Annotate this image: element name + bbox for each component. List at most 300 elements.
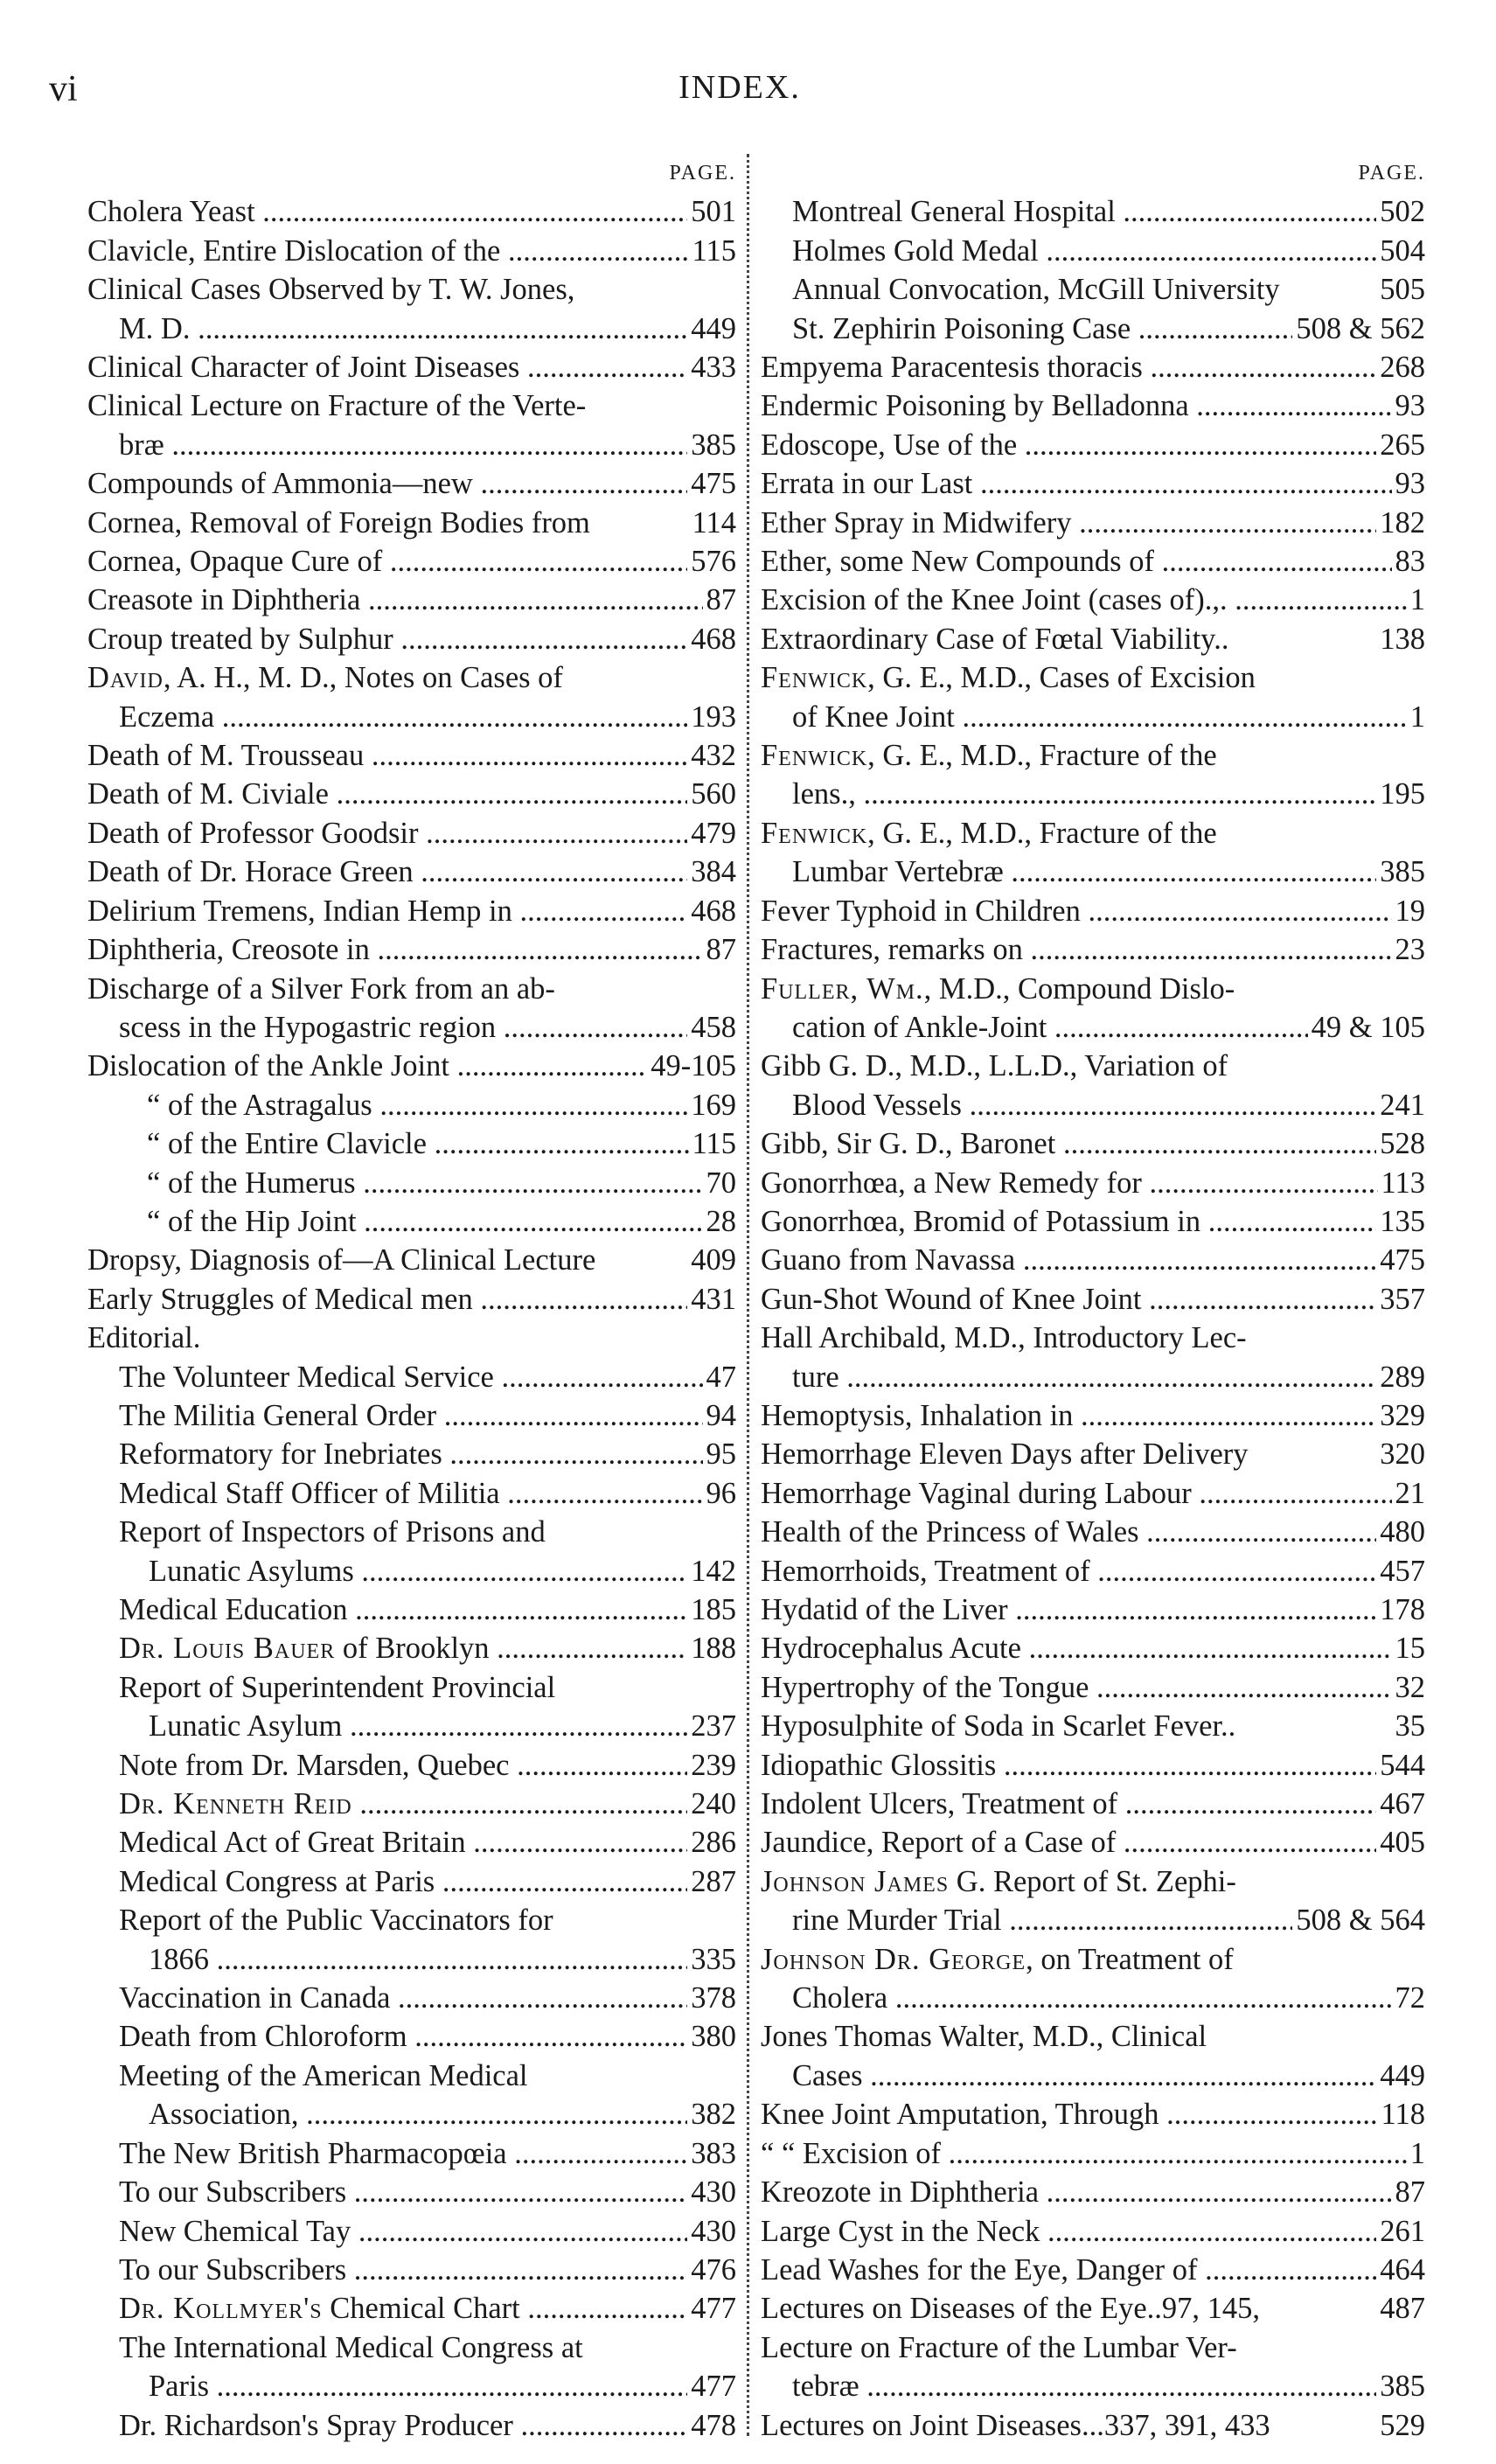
index-entry-text: Report of the Public Vaccinators for <box>119 1904 553 1938</box>
index-entry <box>761 581 1425 619</box>
index-entry <box>87 1164 736 1202</box>
index-entry-title: Association, ..... <box>149 2095 687 2133</box>
index-entry <box>87 1940 736 1979</box>
index-entry-page: 477 <box>691 2292 736 2326</box>
index-entry-page: 47 <box>706 1360 736 1394</box>
index-entry-title: “ of the Astragalus ..... <box>147 1086 687 1124</box>
index-entry <box>761 2251 1425 2289</box>
index-entry-title: bræ ..... <box>119 426 687 464</box>
index-entry-page: 178 <box>1380 1593 1425 1627</box>
index-entry-title: Medical Education ..... <box>119 1590 687 1629</box>
index-entry-title: Dr. Richardson's Spray Producer ..... <box>119 2406 687 2445</box>
page-header <box>49 68 1430 121</box>
index-entry-page: 35 <box>1395 1709 1425 1744</box>
index-entry-title: Dropsy, Diagnosis of—A Clinical Lecture <box>87 1243 596 1277</box>
index-entry <box>761 1124 1425 1163</box>
index-entry <box>87 504 736 542</box>
index-entry-title: Death from Chloroform ..... <box>119 2017 687 2056</box>
index-column-left <box>87 154 736 2445</box>
index-entry <box>761 270 1425 309</box>
index-entry-title: Croup treated by Sulphur ..... <box>87 620 687 658</box>
index-entry <box>761 2173 1425 2211</box>
index-entry-page: 384 <box>691 855 736 889</box>
index-entry-title: tebræ ..... <box>792 2367 1376 2405</box>
index-entry-title: Errata in our Last ..... <box>761 464 1392 503</box>
index-entry-title: Gonorrhœa, Bromid of Potassium in ..... <box>761 1202 1376 1241</box>
index-entry-page: 87 <box>706 583 736 617</box>
index-entry <box>87 775 736 813</box>
index-entry <box>87 310 736 348</box>
index-entry-page: 480 <box>1380 1515 1425 1549</box>
index-entry-text: Fenwick, G. E., M.D., Cases of Excision <box>761 661 1256 695</box>
index-entry-page: 114 <box>692 505 736 539</box>
index-entry-page: 289 <box>1380 1360 1425 1394</box>
index-entry-title: Hydrocephalus Acute ..... <box>761 1629 1392 1667</box>
index-column-right <box>761 154 1425 2445</box>
index-entry <box>761 386 1425 425</box>
index-entry-page: 335 <box>691 1942 736 1976</box>
index-entry-text: Fuller, Wm., M.D., Compound Dislo- <box>761 971 1235 1006</box>
index-entry <box>761 1241 1425 1279</box>
index-entry <box>87 581 736 619</box>
index-entry-title: Vaccination in Canada ..... <box>119 1979 687 2017</box>
index-entry <box>87 930 736 969</box>
index-entry-title: Medical Staff Officer of Militia ..... <box>119 1474 703 1513</box>
index-entry-title: Large Cyst in the Neck ..... <box>761 2212 1376 2251</box>
index-entry-text: Lecture on Fracture of the Lumbar Ver- <box>761 2330 1237 2364</box>
column-divider <box>747 154 749 2436</box>
index-entry-title: Gun-Shot Wound of Knee Joint ..... <box>761 1280 1376 1319</box>
index-entry-text: Johnson James G. Report of St. Zephi- <box>761 1864 1236 1898</box>
index-entry-title: Cornea, Removal of Foreign Bodies from <box>87 505 590 539</box>
index-entry-page: 560 <box>691 777 736 811</box>
index-entry <box>761 1358 1425 1396</box>
index-entry <box>761 1164 1425 1202</box>
index-entry <box>761 2134 1425 2173</box>
index-entry-page: 458 <box>691 1010 736 1044</box>
index-entry <box>87 1241 736 1279</box>
index-entry <box>761 1474 1425 1513</box>
index-entry-page: 477 <box>691 2370 736 2404</box>
index-entry <box>87 348 736 386</box>
index-entry <box>87 892 736 930</box>
index-entry <box>761 1979 1425 2017</box>
index-entry-title: Fever Typhoid in Children ..... <box>761 892 1392 930</box>
index-entry-text: Meeting of the American Medical <box>119 2058 528 2092</box>
index-entry-text: Hall Archibald, M.D., Introductory Lec- <box>761 1321 1247 1355</box>
index-entry-page: 83 <box>1395 545 1425 579</box>
index-entry <box>761 1435 1425 1473</box>
index-entry-page: 378 <box>691 1981 736 2015</box>
index-entry-page: 240 <box>691 1787 736 1821</box>
index-entry-page: 505 <box>1380 273 1425 307</box>
index-entry-title: Dr. Kollmyer's Chemical Chart ..... <box>119 2289 687 2328</box>
index-entry <box>87 814 736 853</box>
index-entry-text: Johnson Dr. George, on Treatment of <box>761 1942 1234 1976</box>
index-entry <box>87 1202 736 1241</box>
index-entry-title: Jaundice, Report of a Case of ..... <box>761 1823 1376 1862</box>
index-entry-title: Ether Spray in Midwifery ..... <box>761 504 1376 542</box>
index-entry <box>87 1746 736 1785</box>
index-entry <box>761 2057 1425 2095</box>
index-entry-title: Death of M. Trousseau ..... <box>87 736 687 775</box>
index-entry <box>87 620 736 658</box>
index-entry-page: 430 <box>691 2214 736 2248</box>
index-entry-page: 239 <box>691 1748 736 1782</box>
page-column-heading: PAGE. <box>1358 162 1425 184</box>
index-entry-page: 405 <box>1380 1826 1425 1860</box>
index-entry-page: 32 <box>1395 1670 1425 1704</box>
index-entry-page: 96 <box>706 1476 736 1510</box>
page-number: vi <box>49 69 78 109</box>
index-entry-text: Jones Thomas Walter, M.D., Clinical <box>761 2020 1207 2054</box>
index-entry-page: 115 <box>692 233 736 268</box>
index-entry-page: 468 <box>691 894 736 928</box>
index-entry-title: Kreozote in Diphtheria ..... <box>761 2173 1392 2211</box>
index-entry-page: 93 <box>1395 389 1425 423</box>
index-entry-page: 383 <box>691 2136 736 2170</box>
index-entry-page: 432 <box>691 739 736 773</box>
index-entry-title: Clinical Character of Joint Diseases ..... <box>87 348 687 386</box>
index-entry <box>761 1707 1425 1745</box>
index-entry-page: 21 <box>1395 1476 1425 1510</box>
index-entry-title: Medical Act of Great Britain ..... <box>119 1823 687 1862</box>
index-entry-page: 268 <box>1380 351 1425 385</box>
index-entry <box>761 2406 1425 2445</box>
index-entry-title: Death of Professor Goodsir ..... <box>87 814 687 853</box>
page-column-heading: PAGE. <box>669 162 736 184</box>
index-entry-text: Report of Superintendent Provincial <box>119 1670 556 1704</box>
index-entry-page: 576 <box>691 545 736 579</box>
index-entry-page: 430 <box>691 2175 736 2210</box>
index-entry-title: Early Struggles of Medical men ..... <box>87 1280 687 1319</box>
index-entry <box>87 1396 736 1435</box>
index-entry-title: To our Subscribers ..... <box>119 2251 687 2289</box>
index-entry <box>761 1086 1425 1124</box>
index-entry <box>87 426 736 464</box>
index-entry-title: Death of Dr. Horace Green ..... <box>87 853 687 891</box>
index-entry-title: Eczema ..... <box>119 698 687 736</box>
index-entry-title: Hypertrophy of the Tongue ..... <box>761 1668 1392 1707</box>
index-entry-title: Lunatic Asylums ..... <box>149 1552 687 1590</box>
index-entry-title: Dislocation of the Ankle Joint ..... <box>87 1047 647 1085</box>
index-entry-title: Reformatory for Inebriates ..... <box>119 1435 703 1473</box>
index-entry-title: Ether, some New Compounds of ..... <box>761 542 1392 581</box>
index-entry-title: Lunatic Asylum ..... <box>149 1707 687 1745</box>
index-entry-text: Fenwick, G. E., M.D., Fracture of the <box>761 739 1217 773</box>
index-entry <box>761 2095 1425 2133</box>
index-entry-title: Hydatid of the Liver ..... <box>761 1590 1376 1629</box>
index-entry <box>87 2134 736 2173</box>
index-entry <box>87 1552 736 1590</box>
index-entry-page: 87 <box>706 933 736 967</box>
index-entry-title: “ of the Humerus ..... <box>147 1164 703 1202</box>
index-entry-title: “ of the Hip Joint ..... <box>147 1202 703 1241</box>
index-entry-page: 433 <box>691 351 736 385</box>
index-entry-title: Guano from Navassa ..... <box>761 1241 1376 1279</box>
index-entry-page: 449 <box>691 311 736 345</box>
index-entry <box>761 698 1425 736</box>
index-entry-text: Gibb G. D., M.D., L.L.D., Variation of <box>761 1049 1228 1083</box>
index-entry <box>761 930 1425 969</box>
index-entry-title: “ “ Excision of ..... <box>761 2134 1407 2173</box>
index-entry-text: Clinical Lecture on Fracture of the Verte- <box>87 389 587 423</box>
index-entry-title: Lectures on Joint Diseases...337, 391, 433 <box>761 2408 1270 2442</box>
index-entry <box>87 1474 736 1513</box>
index-entry <box>87 2173 736 2211</box>
index-entry-title: Cholera ..... <box>792 1979 1392 2017</box>
index-entry <box>761 1785 1425 1823</box>
index-entry <box>761 1901 1425 1939</box>
index-entry-page: 385 <box>1380 855 1425 889</box>
index-entry-page: 118 <box>1381 2098 1425 2132</box>
index-entry <box>87 2367 736 2405</box>
index-entry <box>761 1590 1425 1629</box>
index-entry-page: 95 <box>706 1437 736 1472</box>
index-entry-title: Montreal General Hospital ..... <box>792 192 1376 231</box>
index-entry-title: Hemorrhage Vaginal during Labour ..... <box>761 1474 1392 1513</box>
index-entry-page: 467 <box>1380 1787 1425 1821</box>
index-entry <box>87 1862 736 1901</box>
index-entry-title: of Knee Joint ..... <box>792 698 1407 736</box>
index-entry-page: 476 <box>691 2252 736 2287</box>
index-entry-text: David, A. H., M. D., Notes on Cases of <box>87 661 563 695</box>
index-entry-page: 504 <box>1380 233 1425 268</box>
index-entry <box>87 192 736 231</box>
index-entry <box>87 1590 736 1629</box>
index-entry-page: 23 <box>1395 933 1425 967</box>
index-entry-title: Idiopathic Glossitis ..... <box>761 1746 1376 1785</box>
index-entry <box>761 1280 1425 1319</box>
index-entry-text: Clinical Cases Observed by T. W. Jones, <box>87 273 575 307</box>
index-entry-title: “ of the Entire Clavicle ..... <box>147 1124 689 1163</box>
index-entry <box>87 1086 736 1124</box>
index-entry-title: Compounds of Ammonia—new ..... <box>87 464 687 503</box>
index-entry <box>87 2289 736 2328</box>
index-entry-title: Gibb, Sir G. D., Baronet ..... <box>761 1124 1376 1163</box>
index-entry-title: rine Murder Trial ..... <box>792 1901 1292 1939</box>
index-entry-page: 382 <box>691 2098 736 2132</box>
index-entry-page: 93 <box>1395 467 1425 501</box>
index-entry-page: 544 <box>1380 1748 1425 1782</box>
index-entry-page: 409 <box>691 1243 736 1277</box>
index-entry <box>761 310 1425 348</box>
index-entry-title: Death of M. Civiale ..... <box>87 775 687 813</box>
index-entry <box>87 232 736 270</box>
index-entry-page: 478 <box>691 2408 736 2442</box>
index-entry-page: 528 <box>1380 1127 1425 1161</box>
index-entry <box>761 1008 1425 1047</box>
index-entry-text: The International Medical Congress at <box>119 2330 583 2364</box>
index-entry <box>761 1513 1425 1551</box>
index-entry-page: 113 <box>1381 1166 1425 1200</box>
index-entry-page: 464 <box>1380 2252 1425 2287</box>
index-entry <box>761 232 1425 270</box>
index-entry-text: Discharge of a Silver Fork from an ab- <box>87 971 555 1006</box>
index-entry-title: ture ..... <box>792 1358 1376 1396</box>
index-entry-page: 508 & 562 <box>1296 311 1425 345</box>
index-entry-page: 138 <box>1380 622 1425 656</box>
index-entry-title: Health of the Princess of Wales ..... <box>761 1513 1376 1551</box>
index-entry-title: Paris ..... <box>149 2367 687 2405</box>
index-entry <box>761 1552 1425 1590</box>
index-entry <box>87 1124 736 1163</box>
index-entry <box>761 1202 1425 1241</box>
index-entry-page: 320 <box>1380 1437 1425 1472</box>
index-entry-page: 142 <box>691 1554 736 1588</box>
index-entry-page: 115 <box>692 1127 736 1161</box>
index-entry-title: Excision of the Knee Joint (cases of).,. ..... <box>761 581 1407 619</box>
index-entry-page: 287 <box>691 1864 736 1898</box>
index-entry-page: 1 <box>1409 583 1425 617</box>
index-entry <box>87 1823 736 1862</box>
index-entry <box>761 426 1425 464</box>
index-entry-page: 265 <box>1380 428 1425 462</box>
index-entry-page: 475 <box>1380 1243 1425 1277</box>
index-entry <box>761 192 1425 231</box>
index-entry-title: Hemorrhage Eleven Days after Delivery <box>761 1437 1249 1472</box>
index-entry-page: 169 <box>691 1088 736 1122</box>
index-entry-title: Clavicle, Entire Dislocation of the ..... <box>87 232 689 270</box>
index-entry-text: Editorial. <box>87 1321 201 1355</box>
index-entry-title: Lead Washes for the Eye, Danger of ..... <box>761 2251 1376 2289</box>
index-entry-page: 385 <box>1380 2370 1425 2404</box>
index-entry-title: Note from Dr. Marsden, Quebec ..... <box>119 1746 687 1785</box>
index-entry-title: Hemoptysis, Inhalation in ..... <box>761 1396 1376 1435</box>
index-entry-page: 286 <box>691 1826 736 1860</box>
index-entry-title: Creasote in Diphtheria ..... <box>87 581 703 619</box>
index-entry-title: 1866 ..... <box>149 1940 687 1979</box>
index-entry-page: 241 <box>1380 1088 1425 1122</box>
index-entry-title: Diphtheria, Creosote in ..... <box>87 930 703 969</box>
index-entry-title: Empyema Paracentesis thoracis ..... <box>761 348 1376 386</box>
index-entry-page: 1 <box>1409 2136 1425 2170</box>
index-entry-page: 357 <box>1380 1282 1425 1316</box>
index-entry-title: Cholera Yeast ..... <box>87 192 687 231</box>
index-entry <box>761 892 1425 930</box>
index-entry-title: Gonorrhœa, a New Remedy for ..... <box>761 1164 1378 1202</box>
index-entry <box>761 504 1425 542</box>
page-title: INDEX. <box>678 69 801 106</box>
index-entry-page: 502 <box>1380 195 1425 229</box>
index-entry <box>87 1707 736 1745</box>
index-entry-title: Endermic Poisoning by Belladonna ..... <box>761 386 1392 425</box>
index-entry <box>87 698 736 736</box>
index-entry <box>761 620 1425 658</box>
index-entry-page: 468 <box>691 622 736 656</box>
index-entry <box>87 1979 736 2017</box>
index-entry-title: Knee Joint Amputation, Through ..... <box>761 2095 1378 2133</box>
index-entry-title: Extraordinary Case of Fœtal Viability.. <box>761 622 1229 656</box>
index-entry-page: 475 <box>691 467 736 501</box>
index-entry-title: Cornea, Opaque Cure of ..... <box>87 542 687 581</box>
index-entry-title: M. D. ..... <box>119 310 687 348</box>
index-entry-page: 182 <box>1380 505 1425 539</box>
index-entry-title: Lumbar Vertebræ ..... <box>792 853 1376 891</box>
index-entry <box>87 2251 736 2289</box>
index-entry-title: scess in the Hypogastric region ..... <box>119 1008 687 1047</box>
index-entry-title: The Volunteer Medical Service ..... <box>119 1358 703 1396</box>
index-entry-page: 94 <box>706 1398 736 1432</box>
index-entry-title: cation of Ankle-Joint ..... <box>792 1008 1308 1047</box>
index-entry-text: Report of Inspectors of Prisons and <box>119 1515 546 1549</box>
index-entry-page: 1 <box>1409 700 1425 734</box>
index-entry-page: 508 & 564 <box>1296 1904 1425 1938</box>
index-entry <box>87 1785 736 1823</box>
index-entry-title: Holmes Gold Medal ..... <box>792 232 1376 270</box>
index-entry <box>87 736 736 775</box>
index-entry-title: The New British Pharmacopœia ..... <box>119 2134 687 2173</box>
index-entry <box>761 1823 1425 1862</box>
index-entry <box>87 1280 736 1319</box>
index-entry <box>761 2212 1425 2251</box>
index-entry-page: 15 <box>1395 1632 1425 1666</box>
index-entry-title: Fractures, remarks on ..... <box>761 930 1392 969</box>
index-entry-page: 431 <box>691 1282 736 1316</box>
index-entry-title: Hyposulphite of Soda in Scarlet Fever.. <box>761 1709 1236 1744</box>
index-entry <box>761 1396 1425 1435</box>
index-entry-title: Edoscope, Use of the ..... <box>761 426 1376 464</box>
index-entry-title: Delirium Tremens, Indian Hemp in ..... <box>87 892 687 930</box>
index-entry-page: 479 <box>691 816 736 850</box>
index-entry-page: 49 & 105 <box>1311 1010 1425 1044</box>
index-entry-title: Blood Vessels ..... <box>792 1086 1376 1124</box>
index-entry-page: 195 <box>1380 777 1425 811</box>
index-entry <box>87 1008 736 1047</box>
index-entry <box>761 2289 1425 2328</box>
index-entry-title: To our Subscribers ..... <box>119 2173 687 2211</box>
index-entry-title: Dr. Louis Bauer of Brooklyn ..... <box>119 1629 687 1667</box>
index-entry <box>761 1668 1425 1707</box>
index-entry-title: lens., ..... <box>792 775 1376 813</box>
index-entry-page: 185 <box>691 1593 736 1627</box>
index-entry-title: Annual Convocation, McGill University <box>792 273 1280 307</box>
index-entry-page: 501 <box>691 195 736 229</box>
index-entry-page: 237 <box>691 1709 736 1744</box>
index-entry <box>87 1047 736 1085</box>
index-entry <box>87 2017 736 2056</box>
index-entry-page: 28 <box>706 1204 736 1238</box>
index-entry <box>761 464 1425 503</box>
index-entry <box>87 1629 736 1667</box>
index-entry-page: 87 <box>1395 2175 1425 2210</box>
index-entry-title: New Chemical Tay ..... <box>119 2212 687 2251</box>
index-entry-page: 70 <box>706 1166 736 1200</box>
index-entry-page: 135 <box>1380 1204 1425 1238</box>
index-entry <box>87 853 736 891</box>
index-entry-title: Indolent Ulcers, Treatment of ..... <box>761 1785 1376 1823</box>
index-entry-page: 188 <box>691 1632 736 1666</box>
index-entry-page: 72 <box>1395 1981 1425 2015</box>
index-entry-title: St. Zephirin Poisoning Case ..... <box>792 310 1292 348</box>
index-entry <box>87 2095 736 2133</box>
index-entry-page: 380 <box>691 2020 736 2054</box>
index-entry-page: 49-105 <box>651 1049 736 1083</box>
index-entry-title: Hemorrhoids, Treatment of ..... <box>761 1552 1376 1590</box>
index-entry-title: Dr. Kenneth Reid ..... <box>119 1785 687 1823</box>
index-entry <box>761 2367 1425 2405</box>
index-entry <box>761 348 1425 386</box>
index-entry <box>87 2406 736 2445</box>
index-entry-page: 329 <box>1380 1398 1425 1432</box>
index-entry <box>87 1435 736 1473</box>
index-entry-title: Cases ..... <box>792 2057 1376 2095</box>
index-entry-page: 449 <box>1380 2058 1425 2092</box>
index-entry-title: The Militia General Order ..... <box>119 1396 703 1435</box>
index-entry-page: 457 <box>1380 1554 1425 1588</box>
index-entry-page: 385 <box>691 428 736 462</box>
index-entry-title: Lectures on Diseases of the Eye..97, 145, <box>761 2292 1261 2326</box>
